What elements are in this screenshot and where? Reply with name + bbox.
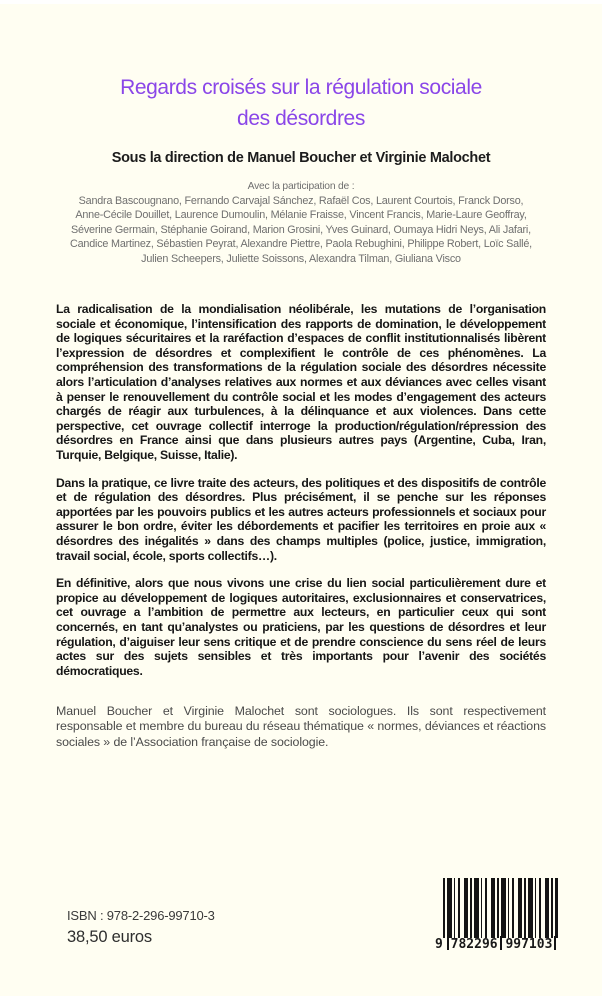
barcode xyxy=(435,878,558,954)
blurb-paragraph-2: Dans la pratique, ce livre traite des acteurs, des politiques et des dispositifs de contrôle et de régulation des désordres. Plus précisément, il se penche sur les réponses apportées par les pouvoirs publics et les autres acteurs professionnels et sociaux pour assurer le bon ordre, éviter les débordements et pacifier les territoires en proie aux « désordres des inégalités » dans des champs multiples (police, justice, immigration, travail social, école, sports collectifs…). xyxy=(56,475,546,563)
blurb-paragraph-3: En définitive, alors que nous vivons une crise du lien social particulièrement dure et propice au développement de logiques autoritaires, exclusionnaires et conservatrices, cet ouvrage a l’ambition de permettre aux lecteurs, en particulier ceux qui sont concernés, en tant qu’analystes ou praticiens, par les questions de désordres et leur régulation, d’aiguiser leur sens critique et de prendre conscience du sens réel de leurs actes sur des sujets sensibles et très importants pour l’avenir des sociétés démocratiques. xyxy=(56,576,546,678)
participant-line: Anne-Cécile Douillet, Laurence Dumoulin, Mélanie Fraisse, Vincent Francis, Marie-Laure Geoffray, xyxy=(75,209,527,222)
isbn-text: ISBN : 978-2-296-99710-3 xyxy=(67,908,215,923)
participant-line: Julien Scheepers, Juliette Soissons, Alexandra Tilman, Giuliana Visco xyxy=(141,252,461,265)
participant-line: Sandra Bascougnano, Fernando Carvajal Sánchez, Rafaël Cos, Laurent Courtois, Franck Dorso, xyxy=(78,195,524,207)
barcode-digits: 9 782296 997103 xyxy=(435,937,553,952)
book-editors: Sous la direction de Manuel Boucher et Virginie Malochet xyxy=(111,150,491,166)
participation-intro: Avec la participation de : xyxy=(247,181,355,192)
book-title-line1: Regards croisés sur la régulation sociale xyxy=(120,76,482,99)
book-title xyxy=(0,72,602,134)
participants-list xyxy=(0,194,602,266)
isbn-block xyxy=(67,908,215,947)
author-bio: Manuel Boucher et Virginie Malochet sont sociologues. Ils sont respectivement responsable et membre du bureau du réseau thématique « normes, déviances et réactions sociales » de l’Association française de sociologie. xyxy=(56,704,546,749)
participant-line: Candice Martinez, Sébastien Peyrat, Alexandre Piettre, Paola Rebughini, Philippe Robert, Loïc Sallé, xyxy=(70,238,532,251)
barcode-bars-icon xyxy=(443,878,558,938)
book-title-line2: des désordres xyxy=(237,107,365,130)
page-edge xyxy=(0,0,602,4)
blurb-paragraph-1: La radicalisation de la mondialisation néolibérale, les mutations de l’organisation sociale et économique, l’intensification des rapports de domination, le développement de logiques sécuritaires et la raréfaction d’espaces de conflit institutionnalisés libèrent l’expression de désordres et complexifient le contrôle de ces phénomènes. La compréhension des transformations de la régulation sociale des désordres nécessite alors l’articulation d’analyses relatives aux normes et aux déviances avec celles visant à penser le renouvellement du contrôle social et les modes d’engagement des acteurs chargés de réagir aux turbulences, à la délinquance et aux violences. Dans cette perspective, cet ouvrage collectif interroge la production/régulation/répression des désordres en France ainsi que dans plusieurs autres pays (Argentine, Cuba, Iran, Turquie, Belgique, Suisse, Italie). xyxy=(56,302,546,462)
price-text: 38,50 euros xyxy=(67,928,152,946)
participant-line: Séverine Germain, Stéphanie Goirand, Marion Grosini, Yves Guinard, Oumaya Hidri Neys, Ali Jafari, xyxy=(71,223,531,236)
back-cover-blurb xyxy=(56,302,546,678)
